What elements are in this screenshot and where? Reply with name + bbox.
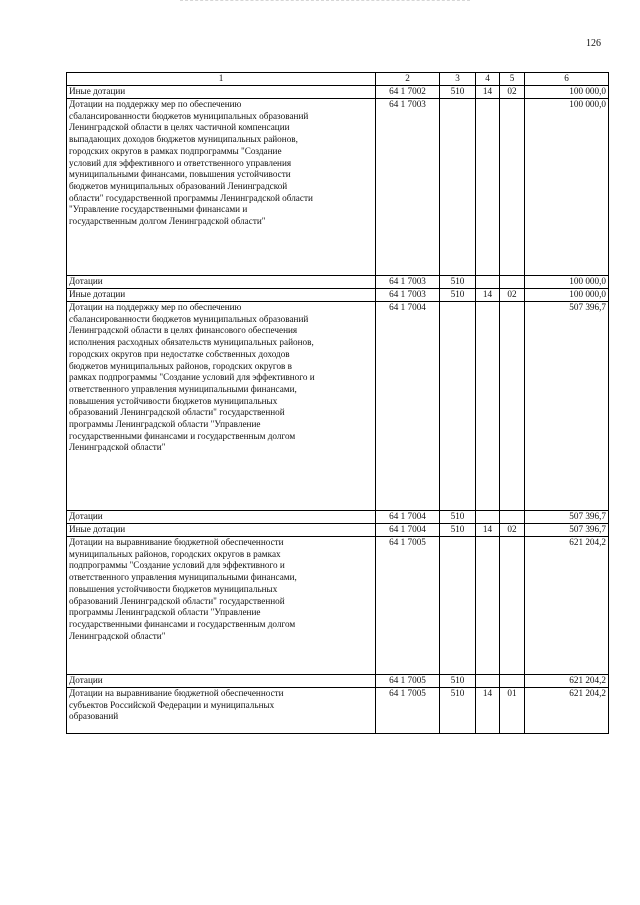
row-amount: 100 000,0 (525, 276, 609, 289)
table-row (67, 289, 609, 302)
scan-artifact (180, 0, 470, 4)
row-description: Иные дотации (67, 289, 376, 302)
row-expense-type: 510 (440, 675, 476, 688)
row-amount: 621 204,2 (525, 675, 609, 688)
row-target-code: 64 1 7003 (376, 99, 440, 276)
row-subsection: 02 (500, 524, 525, 537)
row-amount: 621 204,2 (525, 688, 609, 734)
table-row (67, 524, 609, 537)
row-subsection (500, 511, 525, 524)
row-target-code: 64 1 7004 (376, 524, 440, 537)
row-subsection (500, 537, 525, 675)
row-section: 14 (476, 86, 500, 99)
row-expense-type: 510 (440, 289, 476, 302)
table-row (67, 86, 609, 99)
row-amount: 100 000,0 (525, 289, 609, 302)
header-cell: 5 (500, 73, 525, 86)
row-description: Дотации (67, 675, 376, 688)
page-number: 126 (586, 38, 601, 49)
header-cell: 6 (525, 73, 609, 86)
row-section (476, 276, 500, 289)
row-section (476, 511, 500, 524)
row-amount: 100 000,0 (525, 99, 609, 276)
row-amount: 507 396,7 (525, 524, 609, 537)
row-section (476, 302, 500, 511)
budget-table (66, 72, 609, 734)
row-subsection (500, 675, 525, 688)
header-cell: 2 (376, 73, 440, 86)
row-section (476, 99, 500, 276)
row-description: Дотации (67, 511, 376, 524)
row-amount: 100 000,0 (525, 86, 609, 99)
row-description: Дотации (67, 276, 376, 289)
table-row (67, 675, 609, 688)
table-row (67, 537, 609, 675)
header-row (67, 73, 609, 86)
row-expense-type: 510 (440, 511, 476, 524)
header-cell: 4 (476, 73, 500, 86)
row-target-code: 64 1 7004 (376, 302, 440, 511)
row-expense-type: 510 (440, 86, 476, 99)
row-expense-type (440, 302, 476, 511)
row-target-code: 64 1 7005 (376, 675, 440, 688)
row-target-code: 64 1 7004 (376, 511, 440, 524)
row-amount: 507 396,7 (525, 511, 609, 524)
row-expense-type: 510 (440, 688, 476, 734)
table-row (67, 302, 609, 511)
row-target-code: 64 1 7005 (376, 688, 440, 734)
row-target-code: 64 1 7002 (376, 86, 440, 99)
header-cell: 3 (440, 73, 476, 86)
row-expense-type: 510 (440, 524, 476, 537)
row-subsection: 02 (500, 86, 525, 99)
row-expense-type (440, 537, 476, 675)
row-amount: 507 396,7 (525, 302, 609, 511)
row-section (476, 675, 500, 688)
row-description: Иные дотации (67, 524, 376, 537)
row-description: Дотации на поддержку мер по обеспечению сбалансированности бюджетов муниципальных образований Ленинградской области в целях финансового обеспечения исполнения расходных обязательств муниципальных районов, городских округов при недостатке собственных доходов бюджетов муниципальных районов, городских округов в рамках подпрограммы "Создание условий для эффективного и ответственного управления муниципальными финансами, повышения устойчивости бюджетов муниципальных образований Ленинградской области" государственной программы Ленинградской области "Управление государственными финансами и государственным долгом Ленинградской области" (67, 302, 376, 511)
row-subsection: 01 (500, 688, 525, 734)
row-subsection (500, 276, 525, 289)
row-expense-type (440, 99, 476, 276)
row-amount: 621 204,2 (525, 537, 609, 675)
header-cell: 1 (67, 73, 376, 86)
row-description: Дотации на выравнивание бюджетной обеспеченности муниципальных районов, городских округов в рамках подпрограммы "Создание условий для эффективного и ответственного управления муниципальными финансами, повышения устойчивости бюджетов муниципальных образований Ленинградской области" государственной программы Ленинградской области "Управление государственными финансами и государственным долгом Ленинградской области" (67, 537, 376, 675)
row-description: Дотации на поддержку мер по обеспечению сбалансированности бюджетов муниципальных образований Ленинградской области в целях частичной компенсации выпадающих доходов бюджетов муниципальных районов, городских округов в рамках подпрограммы "Создание условий для эффективного и ответственного управления муниципальными финансами, повышения устойчивости бюджетов муниципальных образований Ленинградской области" государственной программы Ленинградской области "Управление государственными финансами и государственным долгом Ленинградской области" (67, 99, 376, 276)
row-section: 14 (476, 688, 500, 734)
table-row (67, 99, 609, 276)
row-target-code: 64 1 7005 (376, 537, 440, 675)
row-subsection (500, 99, 525, 276)
table-row (67, 276, 609, 289)
row-description: Дотации на выравнивание бюджетной обеспеченности субъектов Российской Федерации и муниципальных образований (67, 688, 376, 734)
row-subsection (500, 302, 525, 511)
row-description: Иные дотации (67, 86, 376, 99)
row-target-code: 64 1 7003 (376, 289, 440, 302)
table-row (67, 511, 609, 524)
row-section: 14 (476, 524, 500, 537)
table-row (67, 688, 609, 734)
row-section (476, 537, 500, 675)
row-target-code: 64 1 7003 (376, 276, 440, 289)
row-subsection: 02 (500, 289, 525, 302)
row-expense-type: 510 (440, 276, 476, 289)
row-section: 14 (476, 289, 500, 302)
